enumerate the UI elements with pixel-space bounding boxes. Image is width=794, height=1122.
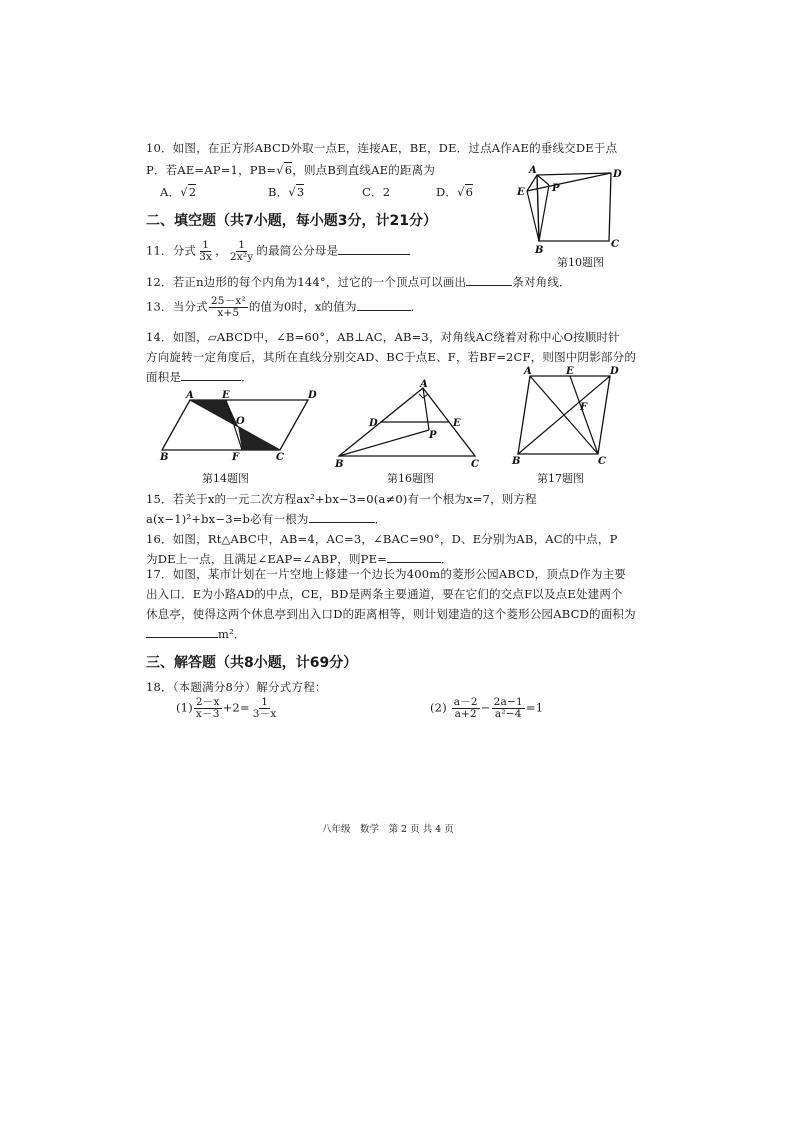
fig16-label-d: D [369, 418, 378, 429]
fig14-label-d: D [308, 390, 317, 401]
fig14-caption: 第14题图 [202, 472, 249, 485]
fig17-diagram [512, 366, 624, 467]
q11: 11．分式 $\frac{1}{3x}$ ， $\frac{1}{\text{2x²y}}$ 的最简公分母是 [146, 240, 410, 263]
fig14-label-c: C [276, 452, 284, 463]
fig16-label-p: P [429, 430, 437, 441]
fig14-label-f: F [232, 452, 240, 463]
fig14-diagram [160, 388, 315, 463]
fig14-label-e: E [222, 390, 230, 401]
fig17-label-d: D [610, 366, 619, 377]
q10-line2: P．若AE=AP=1，PB=√6，则点B到直线AE的距离为 [146, 163, 436, 177]
q14-line1: 14．如图，▱ABCD中，∠B=60°，AB⊥AC，AB=3，对角线AC绕着对称中心O按顺时针 [146, 330, 620, 344]
q17-line1: 17．如图，某市计划在一片空地上修建一个边长为400m的菱形公园ABCD，顶点D作为主要 [146, 567, 626, 581]
q10-option-d: D．√6 [436, 185, 474, 199]
q10-option-c: C．2 [362, 185, 391, 199]
fig10-label-c: C [611, 239, 619, 250]
fig14-label-b: B [160, 452, 169, 463]
fig16-diagram [333, 380, 483, 468]
page-footer: 八年级 数学 第 2 页 共 4 页 [322, 824, 454, 835]
fig10-caption: 第10题图 [557, 256, 604, 269]
q13: 13．当分式 $\frac{\text{25－x²}}{x+5}$ 的值为0时，x的值为 ． [146, 295, 423, 320]
q17-line4: m²． [146, 626, 246, 642]
fig17-label-c: C [598, 456, 606, 467]
section3-title: 三、解答题（共8小题，计69分） [146, 655, 358, 671]
fig10-diagram [515, 163, 625, 256]
q16-line1: 16．如图，Rt△ABC中，AB=4，AC=3，∠BAC=90°，D、E分别为AB，AC的中点，P [146, 532, 618, 546]
fig16-label-b: B [335, 459, 344, 470]
q17-line3: 休息亭，使得这两个休息亭到出入口D的距离相等，则计划建造的这个菱形公园ABCD的面积为 [146, 607, 636, 621]
q10-line1: 10．如图，在正方形ABCD外取一点E，连接AE，BE，DE．过点A作AE的垂线交DE于点 [146, 141, 618, 155]
fig17-caption: 第17题图 [537, 472, 584, 485]
q15-line1: 15．若关于x的一元二次方程ax²+bx−3=0(a≠0)有一个根为x=7，则方程 [146, 492, 537, 506]
q18-part1: (1) $\frac{2-x}{x-3}$ +2= $\frac{1}{3-x}$ [176, 696, 277, 721]
fig16-label-c: C [471, 459, 479, 470]
fig10-label-p: P [552, 183, 560, 194]
fig17-label-b: B [512, 456, 521, 467]
fig16-label-a: A [420, 379, 428, 390]
fig10-label-e: E [517, 187, 525, 198]
q10-option-a: A．√2 [160, 185, 197, 199]
fig17-label-a: A [524, 366, 532, 377]
fig17-label-e: E [566, 366, 574, 377]
q14-line2: 方向旋转一定角度后，其所在直线分别交AD、BC于点E、F，若BF=2CF，则图中阴影部分的 [146, 350, 637, 364]
fig14-label-a: A [186, 390, 194, 401]
q14-line3: 面积是 ． [146, 370, 253, 384]
q15-line2: a(x−1)²+bx−3=b必有一根为 ． [146, 512, 387, 526]
fig10-label-b: B [535, 245, 544, 256]
fig14-label-o: O [236, 416, 245, 427]
fig16-caption: 第16题图 [387, 472, 434, 485]
fig10-label-a: A [529, 165, 537, 176]
fig10-label-d: D [613, 169, 622, 180]
q17-line2: 出入口．E为小路AD的中点，CE，BD是两条主要通道，要在它们的交点F以及点E处建两个 [146, 587, 623, 601]
q16-line2: 为DE上一点，且满足∠EAP=∠ABP，则PE= ． [146, 552, 453, 566]
fig16-label-e: E [453, 418, 461, 429]
q18-intro: 18．（本题满分8分）解分式方程： [146, 680, 327, 694]
q12: 12．若正n边形的每个内角为144°，过它的一个顶点可以画出 条对角线． [146, 275, 571, 289]
q18-part2: (2) $\frac{a-2}{a+2}$ − $\frac{2a-1}{\text{a²−4}}$ =1 [430, 696, 544, 721]
section2-title: 二、填空题（共7小题，每小题3分，计21分） [146, 213, 437, 229]
fig17-label-f: F [580, 402, 588, 413]
q10-option-b: B．√3 [268, 185, 305, 199]
